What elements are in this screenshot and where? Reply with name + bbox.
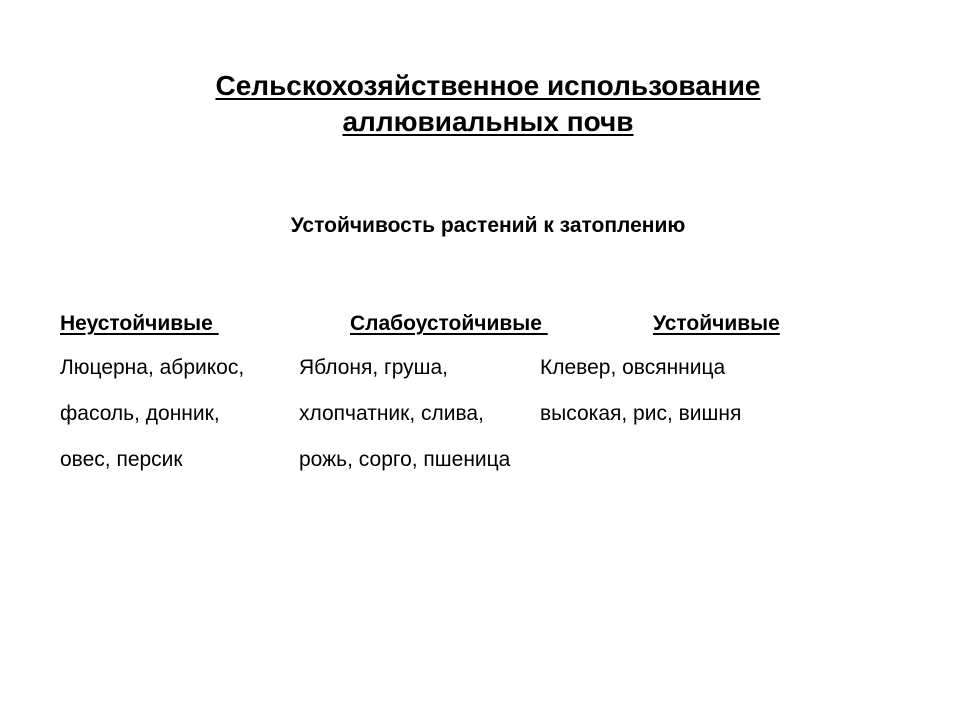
- column-header-weakly-tolerant: Слабоустойчивые: [350, 312, 548, 335]
- table-cell-intolerant-2: фасоль, донник,: [60, 402, 220, 425]
- table-cell-weakly-tolerant-1: Яблоня, груша,: [299, 356, 449, 379]
- slide-title: [0, 68, 960, 140]
- title-line-1: Сельскохозяйственное использование: [215, 70, 761, 101]
- table-cell-intolerant-1: Люцерна, абрикос,: [60, 356, 245, 379]
- column-header-intolerant: Неустойчивые: [60, 312, 219, 335]
- table-cell-tolerant-1: Клевер, овсянница: [540, 356, 726, 379]
- table-cell-weakly-tolerant-3: рожь, сорго, пшеница: [299, 448, 511, 471]
- section-subtitle: Устойчивость растений к затоплению: [290, 214, 686, 237]
- column-header-tolerant: Устойчивые: [653, 312, 780, 335]
- table-cell-weakly-tolerant-2: хлопчатник, слива,: [299, 402, 484, 425]
- table-cell-tolerant-2: высокая, рис, вишня: [540, 402, 742, 425]
- title-line-2: аллювиальных почв: [342, 106, 634, 137]
- table-cell-intolerant-3: овес, персик: [60, 448, 183, 471]
